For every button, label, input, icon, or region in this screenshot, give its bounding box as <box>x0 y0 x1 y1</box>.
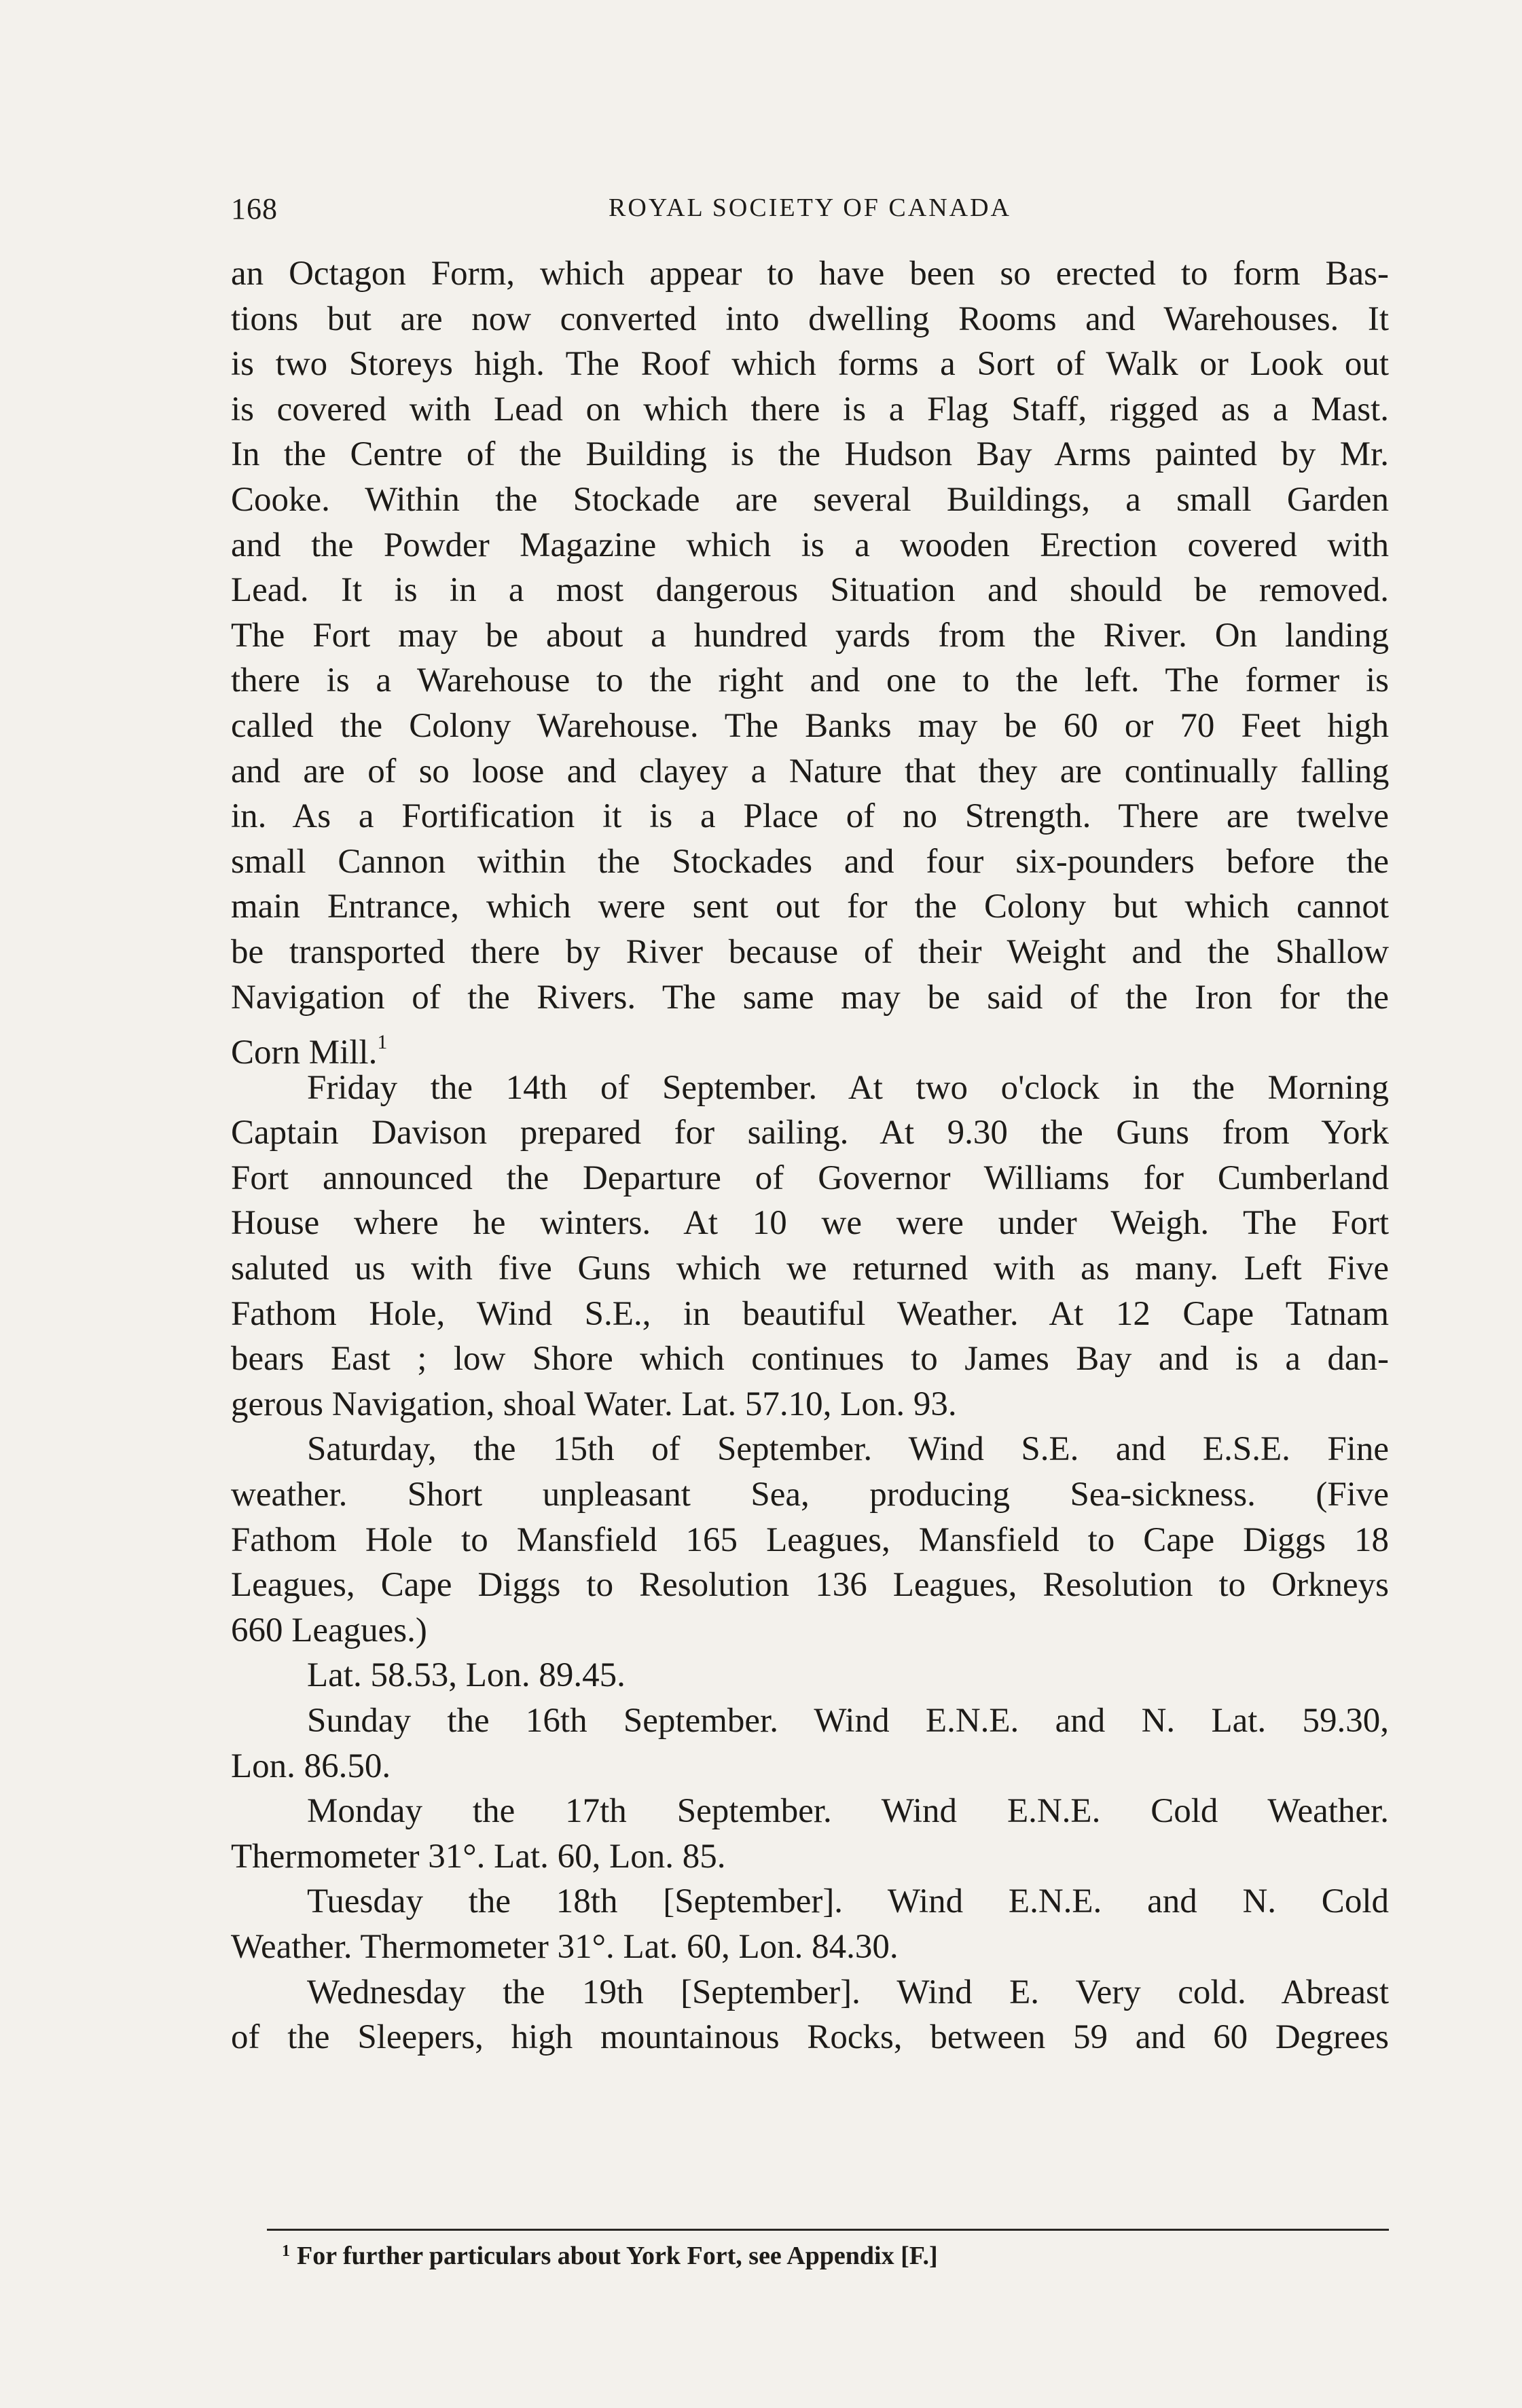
footnote-text: For further particulars about York Fort, see Appendix [F.] <box>297 2242 938 2270</box>
text-line: Fathom Hole, Wind S.E., in beautiful Weather. At 12 Cape Tatnam <box>231 1294 1389 1333</box>
text-line: and the Powder Magazine which is a wooden Erection covered with <box>231 526 1389 564</box>
text-line: Sunday the 16th September. Wind E.N.E. and N. Lat. 59.30, <box>307 1702 1389 1740</box>
text-line: Lon. 86.50. <box>231 1747 391 1785</box>
text-line: tions but are now converted into dwelling Rooms and Warehouses. It <box>231 299 1389 338</box>
page-number: 168 <box>231 192 278 225</box>
text-line: The Fort may be about a hundred yards from the River. On landing <box>231 616 1389 655</box>
text-line: is two Storeys high. The Roof which forms a Sort of Walk or Look out <box>231 345 1389 384</box>
text-line: Lead. It is in a most dangerous Situation and should be removed. <box>231 571 1389 610</box>
footnote-marker: 1 <box>282 2242 290 2260</box>
text-line: Monday the 17th September. Wind E.N.E. Cold Weather. <box>307 1792 1389 1831</box>
text-line: Weather. Thermometer 31°. Lat. 60, Lon. 84.30. <box>231 1927 899 1966</box>
text-line: In the Centre of the Building is the Hudson Bay Arms painted by Mr. <box>231 435 1389 474</box>
text-line: Thermometer 31°. Lat. 60, Lon. 85. <box>231 1837 726 1876</box>
text-line: is covered with Lead on which there is a Flag Staff, rigged as a Mast. <box>231 390 1389 428</box>
text-line: there is a Warehouse to the right and one to the left. The former is <box>231 661 1389 700</box>
text-line: weather. Short unpleasant Sea, producing Sea-sickness. (Five <box>231 1476 1389 1514</box>
text-line: Tuesday the 18th [September]. Wind E.N.E. and N. Cold <box>307 1882 1389 1921</box>
running-title: ROYAL SOCIETY OF CANADA <box>609 194 1011 222</box>
footnote <box>282 2241 1389 2271</box>
text-line: Fort announced the Departure of Governor Williams for Cumberland <box>231 1159 1389 1197</box>
text-line: small Cannon within the Stockades and four six-pounders before the <box>231 842 1389 881</box>
text-line: Leagues, Cape Diggs to Resolution 136 Leagues, Resolution to Orkneys <box>231 1566 1389 1605</box>
text-line: gerous Navigation, shoal Water. Lat. 57.10, Lon. 93. <box>231 1385 957 1423</box>
text-line: Lat. 58.53, Lon. 89.45. <box>307 1656 626 1695</box>
footnote-rule <box>267 2229 1389 2231</box>
text-line: be transported there by River because of their Weight and the Shallow <box>231 932 1389 971</box>
text-line: saluted us with five Guns which we returned with as many. Left Five <box>231 1249 1389 1288</box>
text-line: Friday the 14th of September. At two o'clock in the Morning <box>307 1068 1389 1107</box>
text-line: Fathom Hole to Mansfield 165 Leagues, Mansfield to Cape Diggs 18 <box>231 1520 1389 1559</box>
text-line <box>231 1020 1389 1072</box>
text-line: Wednesday the 19th [September]. Wind E. Very cold. Abreast <box>307 1973 1389 2011</box>
text-line: called the Colony Warehouse. The Banks may be 60 or 70 Feet high <box>231 706 1389 745</box>
text-line: Saturday, the 15th of September. Wind S.E. and E.S.E. Fine <box>307 1430 1389 1469</box>
text-line: and are of so loose and clayey a Nature that they are continually falling <box>231 752 1389 790</box>
text-line: in. As a Fortification it is a Place of no Strength. There are twelve <box>231 797 1389 836</box>
text-line: of the Sleepers, high mountainous Rocks, between 59 and 60 Degrees <box>231 2018 1389 2057</box>
text-line: bears East ; low Shore which continues to James Bay and is a dan- <box>231 1340 1389 1379</box>
text-line: Cooke. Within the Stockade are several Buildings, a small Garden <box>231 480 1389 519</box>
text-line-content: Corn Mill. <box>231 1034 378 1072</box>
text-line: House where he winters. At 10 we were under Weigh. The Fort <box>231 1204 1389 1243</box>
running-head <box>231 191 1389 232</box>
text-line: Navigation of the Rivers. The same may be said of the Iron for the <box>231 978 1389 1017</box>
text-line: Captain Davison prepared for sailing. At 9.30 the Guns from York <box>231 1114 1389 1152</box>
footnote-reference: 1 <box>377 1031 388 1054</box>
text-line: an Octagon Form, which appear to have been so erected to form Bas- <box>231 255 1389 293</box>
text-line: main Entrance, which were sent out for the Colony but which cannot <box>231 888 1389 926</box>
text-line: 660 Leagues.) <box>231 1611 427 1649</box>
body-text <box>231 251 1389 2060</box>
